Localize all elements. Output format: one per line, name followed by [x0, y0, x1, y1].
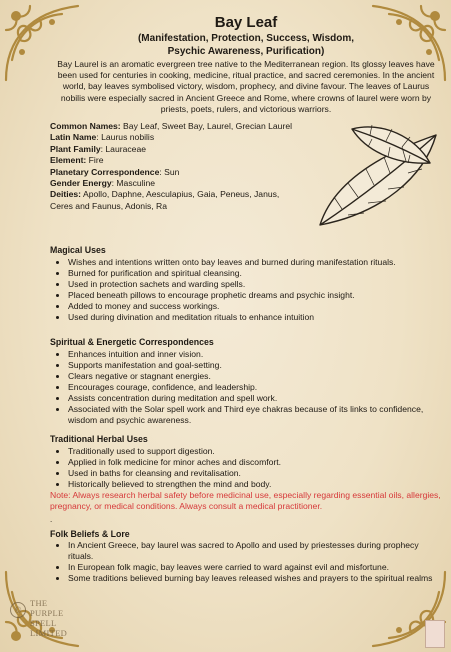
fact-element: Element: Fire: [50, 155, 104, 166]
list-item: • Wishes and intentions written onto bay leaves and burned during manifestation rituals.: [68, 257, 442, 268]
list-item: • In Ancient Greece, bay laurel was sacred to Apollo and used by priestesses during prophecy rituals.: [68, 540, 442, 562]
list-item: • Associated with the Solar spell work and Third eye chakras because of its links to confidence, wisdom and psychic awareness.: [68, 404, 442, 426]
fact-common-names: Common Names: Bay Leaf, Sweet Bay, Laurel, Grecian Laurel: [50, 121, 293, 132]
plant-facts: [50, 121, 442, 237]
section-magical-uses: [50, 245, 442, 323]
list-item: • Clears negative or stagnant energies.: [68, 371, 442, 382]
spiritual-list: [50, 349, 442, 427]
fact-plant-family: Plant Family: Lauraceae: [50, 143, 147, 154]
section-folk: [50, 529, 442, 585]
color-swatch: [425, 620, 445, 648]
folk-list: [50, 540, 442, 584]
intro-paragraph: Bay Laurel is an aromatic evergreen tree native to the Mediterranean region. Its glossy leaves have been used for centuries in cooking, medicine, ritual practice, and sacred ceremonies. In the ancient world, bay leaves symbolised victory, wisdom, prophecy, and divine favour. The leaves of Laurus nobilis were especially sacred in Ancient Greece and Rome, where crowns of laurel were worn by priests, poets, rulers, and victorious warriors.: [57, 59, 435, 114]
list-item: • Enhances intuition and inner vision.: [68, 349, 442, 360]
fact-latin-name: Latin Name: Laurus nobilis: [50, 132, 155, 143]
list-item: • Some traditions believed burning bay leaves released wishes and prayers to the spiritual realms: [68, 573, 442, 584]
list-item: • Encourages courage, confidence, and leadership.: [68, 382, 442, 393]
bay-leaf-illustration: [312, 117, 442, 232]
list-item: • In European folk magic, bay leaves were carried to ward against evil and misfortune.: [68, 562, 442, 573]
safety-note: Note: Always research herbal safety before medicinal use, especially regarding essential oils, allergies, pregnancy, or medical conditions. Always consult a medical practitioner.: [50, 490, 441, 512]
subtitle-line-1: (Manifestation, Protection, Success, Wisdom,: [137, 33, 355, 44]
page-title: Bay Leaf: [214, 14, 278, 31]
section-heading: Traditional Herbal Uses: [50, 434, 148, 445]
section-heading: Spiritual & Energetic Correspondences: [50, 337, 214, 348]
subtitle-line-2: Psychic Awareness, Purification): [167, 46, 325, 57]
list-item: • Placed beneath pillows to encourage prophetic dreams and psychic insight.: [68, 290, 442, 301]
section-herbal: [50, 434, 442, 512]
list-item: • Historically believed to strengthen the mind and body.: [68, 479, 442, 490]
list-item: • Used during divination and meditation rituals to enhance intuition: [68, 312, 442, 323]
list-item: • Supports manifestation and goal-setting.: [68, 360, 442, 371]
fact-gender-energy: Gender Energy: Masculine: [50, 178, 156, 189]
section-heading: Folk Beliefs & Lore: [50, 528, 130, 539]
watermark-logo: © THE PURPLE SPELL LIMITED: [10, 598, 72, 644]
section-heading: Magical Uses: [50, 245, 106, 256]
document-content: Bay Leaf (Manifestation, Protection, Success, Wisdom, Psychic Awareness, Purification) Bay Laurel is an aromatic evergreen tree native to the Mediterranean region. Its glossy leaves have been used for centuries in cooking, medicine, ritual practice, and sacred ceremonies. In the ancient world, bay leaves symbolised victory, wisdom, prophecy, and divine favour. The leaves of Laurus nobilis were especially sacred in Ancient Greece and Rome, where crowns of laurel were worn by priests, poets, rulers, and victorious warriors. Common Names: Bay Leaf, Sweet Bay, Laurel, Grecian Laurel Latin Name: Laurus nobilis Plant Family: Lauraceae Element: Fire Planetary Correspondence: Sun Gender Energy: Masculine Deities: Apollo, Daphne, Aesculapius, Gaia, Peneus, Janus, Ceres and Faunus, Adonis, Ra Magical Uses • Wishes and intentions written onto bay leaves and burned during manifestation rituals. • Burned for purification and spiritual cleansing. • Used in protection sachets and warding spells. • Placed beneath pillows to encourage prophetic dreams and psychic insight. • Added to money and success workings. • Used during divination and meditation rituals to enhance intuition Spiritual & Energetic Correspondences • Enhances intuition and inner vision. • Supports manifestation and goal-setting. • Clears negative or stagnant energies. • Encourages courage, confidence, and leadership. • Assists concentration during meditation and spell work. • Associated with the Solar spell work and Third eye chakras because of its links to confidence, wisdom and psychic awareness. Traditional Herbal Uses • Traditionally used to support digestion. • Applied in folk medicine for minor aches and discomfort. • Used in baths for cleansing and revitalisation. • Historically believed to strengthen the mind and body. Note: Always research herbal safety before medicinal use, especially regarding essential oils, allergies, pregnancy, or medical conditions. Always consult a medical practitioner. . Folk Beliefs & Lore • In Ancient Greece, bay laurel was sacred to Apollo and used by priestesses during prophecy rituals. • In European folk magic, bay leaves were carried to ward against evil and misfortune. • Some traditions believed burning bay leaves released wishes and prayers to the spiritual realms: [50, 12, 442, 585]
list-item: • Burned for purification and spiritual cleansing.: [68, 268, 442, 279]
list-item: • Used in protection sachets and warding spells.: [68, 279, 442, 290]
section-spiritual: [50, 337, 442, 426]
magical-uses-list: [50, 257, 442, 324]
list-item: • Used in baths for cleansing and revitalisation.: [68, 468, 442, 479]
list-item: • Added to money and success workings.: [68, 301, 442, 312]
herbal-list: [50, 446, 442, 490]
fact-planetary: Planetary Correspondence: Sun: [50, 166, 180, 177]
copyright-icon: ©: [10, 602, 26, 618]
list-item: • Traditionally used to support digestion.: [68, 446, 442, 457]
list-item: • Assists concentration during meditation and spell work.: [68, 393, 442, 404]
list-item: • Applied in folk medicine for minor aches and discomfort.: [68, 457, 442, 468]
fact-deities: Deities: Apollo, Daphne, Aesculapius, Gaia, Peneus, Janus, Ceres and Faunus, Adonis, Ra: [50, 189, 280, 211]
